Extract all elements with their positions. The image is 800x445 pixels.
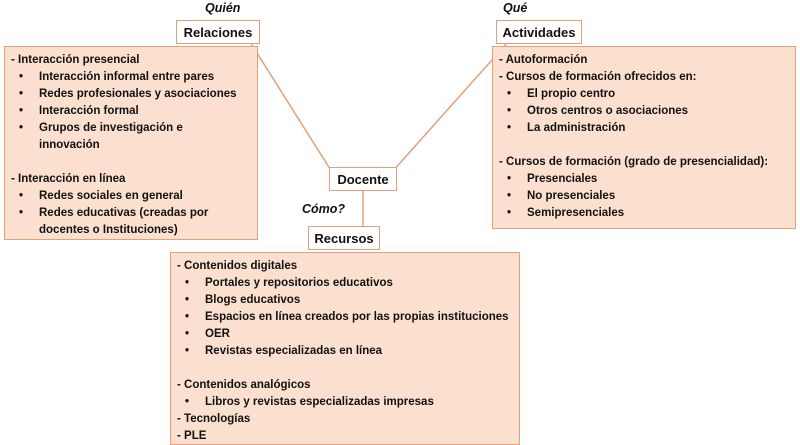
list-item: • Grupos de investigación e innovación [11,120,251,154]
connector-actividades-docente [392,42,508,172]
bullet-icon: • [19,88,24,100]
group-heading: - Cursos de formación (grado de presencialidad): [499,156,769,168]
panel-relaciones [4,46,258,240]
group-cursos-presencialidad [499,154,789,222]
list-item: • Redes sociales en general [11,188,251,205]
list-item: • No presenciales [499,188,789,205]
list-item: • Espacios en línea creados por las propias instituciones [177,309,513,326]
list-item: • Redes profesionales y asociaciones [11,86,251,103]
list-item: • Libros y revistas especializadas impresas [177,394,513,411]
group-heading: - Autoformación [499,54,588,66]
list-item: • La administración [499,120,789,137]
group-heading: - Interacción presencial [11,54,140,66]
group-autoformacion [499,52,789,69]
group-heading: - PLE [177,430,207,442]
bullet-icon: • [185,396,190,408]
panel-recursos [170,252,520,445]
title-recursos: Recursos [308,226,380,250]
title-actividades: Actividades [496,20,582,44]
list-item: • Blogs educativos [177,292,513,309]
group-heading: - Cursos de formación ofrecidos en: [499,71,697,83]
bullet-icon: • [185,311,190,323]
bullet-icon: • [507,122,512,134]
bullet-icon: • [19,207,24,219]
group-heading: - Interacción en línea [11,173,126,185]
group-interaccion-presencial [11,52,251,154]
title-relaciones: Relaciones [176,20,260,44]
bullet-icon: • [507,190,512,202]
bullet-icon: • [507,88,512,100]
center-docente: Docente [329,167,397,191]
bullet-icon: • [185,328,190,340]
list-item: • Portales y repositorios educativos [177,275,513,292]
bullet-icon: • [507,207,512,219]
question-como: Cómo? [302,202,346,216]
bullet-icon: • [507,173,512,185]
bullet-icon: • [185,277,190,289]
list-item: • Revistas especializadas en línea [177,343,513,360]
bullet-icon: • [19,122,24,134]
group-cursos-ofrecidos [499,69,789,137]
list-item: • Otros centros o asociaciones [499,103,789,120]
question-que: Qué [503,1,528,15]
group-ple [177,428,513,445]
group-interaccion-en-linea [11,171,251,239]
connector-relaciones-docente [250,42,332,172]
list-item: • Interacción informal entre pares [11,69,251,86]
group-tecnologias [177,411,513,428]
panel-actividades [492,46,796,229]
bullet-icon: • [19,105,24,117]
group-heading: - Contenidos analógicos [177,379,311,391]
list-item: • Interacción formal [11,103,251,120]
bullet-icon: • [185,345,190,357]
list-item: • Semipresenciales [499,205,789,222]
list-item: • OER [177,326,513,343]
group-heading: - Tecnologías [177,413,251,425]
bullet-icon: • [507,105,512,117]
list-item: • Presenciales [499,171,789,188]
group-contenidos-analogicos [177,377,513,411]
question-quien: Quién [205,1,241,15]
bullet-icon: • [185,294,190,306]
list-item: • El propio centro [499,86,789,103]
list-item: • Redes educativas (creadas por docentes o Instituciones) [11,205,251,239]
group-heading: - Contenidos digitales [177,260,298,272]
bullet-icon: • [19,71,24,83]
group-contenidos-digitales [177,258,513,360]
bullet-icon: • [19,190,24,202]
